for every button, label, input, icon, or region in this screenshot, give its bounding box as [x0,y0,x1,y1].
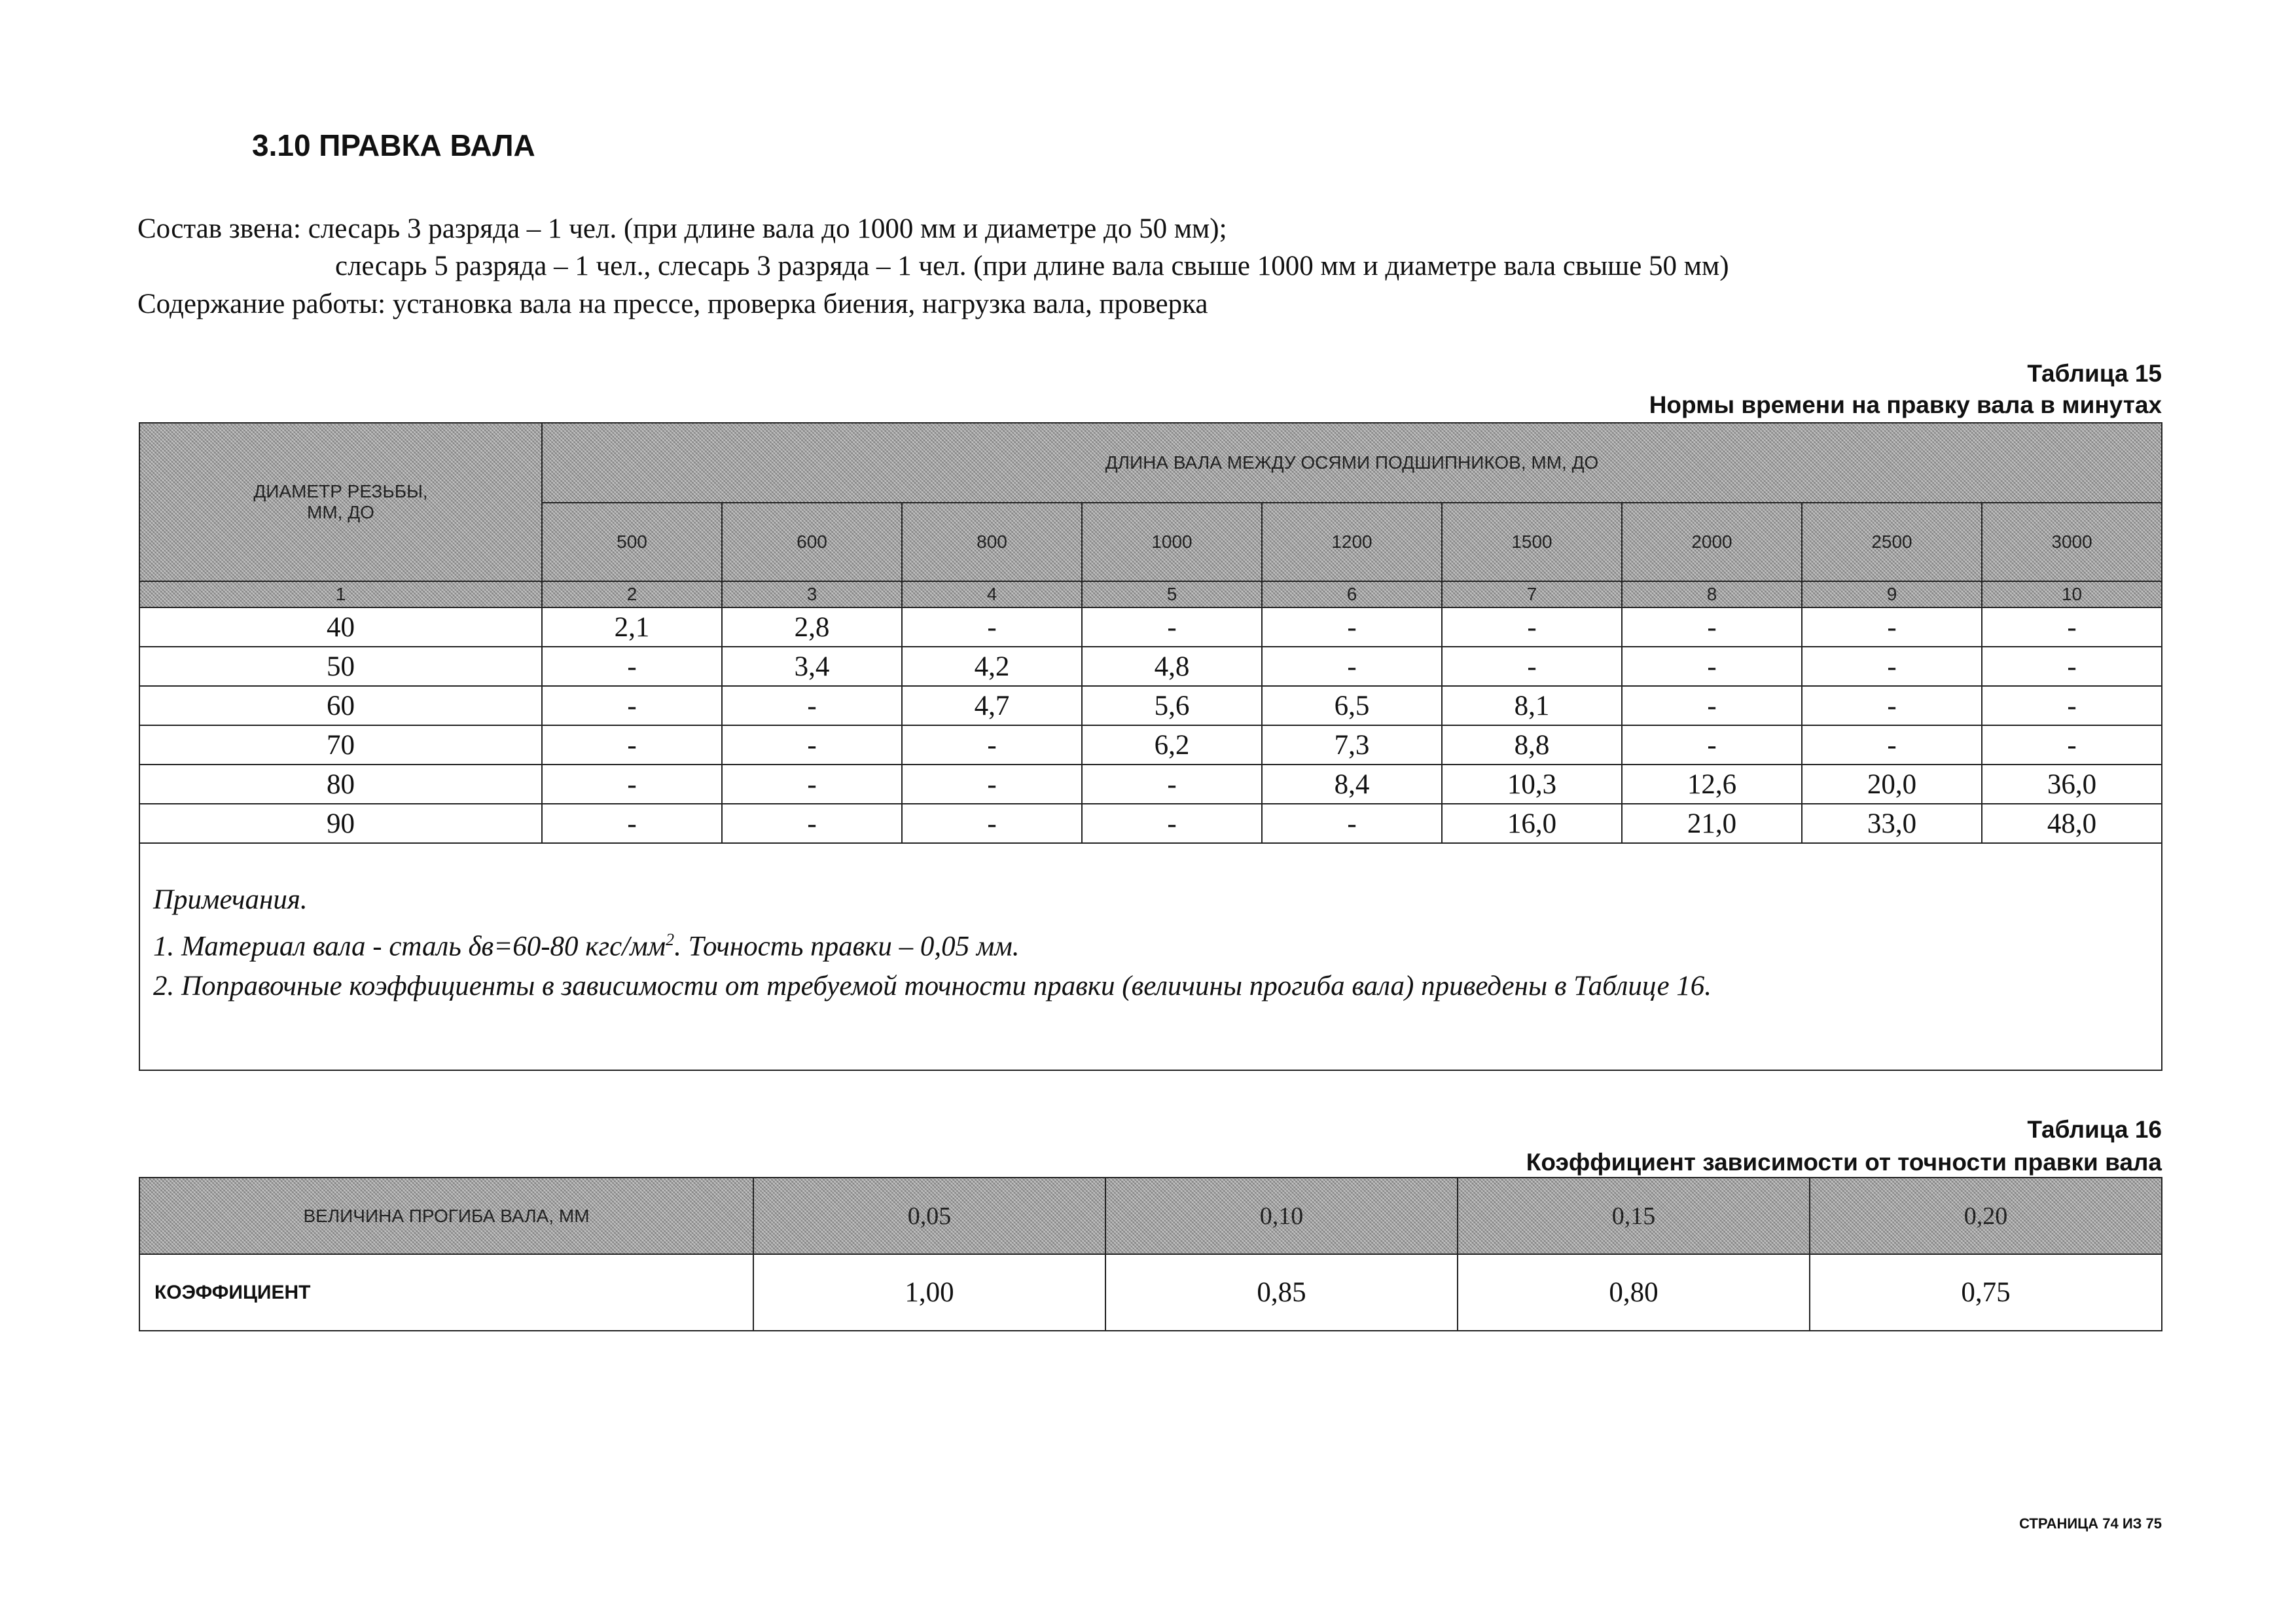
time-norm-cell: 16,0 [1442,804,1622,843]
column-number: 6 [1262,581,1442,607]
time-norm-cell: - [1802,607,1982,647]
intro-crew-line-2: слесарь 5 разряда – 1 чел., слесарь 3 разряда – 1 чел. (при длине вала свыше 1000 мм и диаметре вала свыше 50 мм) [335,251,1729,281]
column-number: 9 [1802,581,1982,607]
time-norm-cell: 2,1 [542,607,722,647]
coefficient-value: 0,75 [1810,1254,2162,1331]
table16-row-label: КОЭФФИЦИЕНТ [139,1254,753,1331]
time-norm-cell: - [1442,607,1622,647]
table16-header-row [139,1178,2162,1254]
table-row [139,686,2162,725]
table16-header-deflection: ВЕЛИЧИНА ПРОГИБА ВАЛА, ММ [139,1178,753,1254]
time-norm-cell: - [722,686,902,725]
table-row [139,725,2162,765]
time-norm-cell: - [902,725,1082,765]
table-row [139,607,2162,647]
time-norm-cell: - [1262,804,1442,843]
table15-length-header: 1200 [1262,503,1442,581]
column-number: 10 [1982,581,2162,607]
time-norm-cell: - [542,725,722,765]
time-norm-cell: - [722,765,902,804]
time-norm-cell: 6,5 [1262,686,1442,725]
time-norm-cell: - [1622,686,1802,725]
time-norm-cell: - [1082,804,1262,843]
time-norm-cell: - [1082,765,1262,804]
table15-header-diameter: ДИАМЕТР РЕЗЬБЫ, ММ, ДО [139,423,542,581]
table16-coefficient-row [139,1254,2162,1331]
diameter-cell: 70 [139,725,542,765]
intro-crew-line-1: Состав звена: слесарь 3 разряда – 1 чел. (при длине вала до 1000 мм и диаметре до 50 мм); [137,213,1227,244]
time-norm-cell: 4,8 [1082,647,1262,686]
time-norm-cell: - [1262,647,1442,686]
section-title: 3.10 ПРАВКА ВАЛА [252,128,535,162]
time-norm-cell: - [902,765,1082,804]
time-norm-cell: - [1982,647,2162,686]
time-norm-cell: 20,0 [1802,765,1982,804]
time-norm-cell: - [1262,607,1442,647]
note-2: 2. Поправочные коэффициенты в зависимости от требуемой точности правки (величины прогиба вала) приведены в Таблице 16. [153,971,1712,1002]
time-norm-cell: 8,8 [1442,725,1622,765]
page-footer: СТРАНИЦА 74 ИЗ 75 [2019,1515,2162,1532]
table15-header-length: ДЛИНА ВАЛА МЕЖДУ ОСЯМИ ПОДШИПНИКОВ, ММ, ДО [542,423,2162,503]
notes-heading: Примечания. [153,884,308,915]
time-norm-cell: - [722,725,902,765]
time-norm-cell: - [542,647,722,686]
time-norm-cell: 6,2 [1082,725,1262,765]
time-norm-cell: - [1622,725,1802,765]
time-norm-cell: - [1802,725,1982,765]
diameter-cell: 50 [139,647,542,686]
deflection-value: 0,05 [753,1178,1105,1254]
note-1 [153,920,2148,966]
table15-length-header: 1500 [1442,503,1622,581]
time-norm-cell: 3,4 [722,647,902,686]
column-number: 7 [1442,581,1622,607]
table15-notes [139,843,2162,1070]
time-norm-cell: 48,0 [1982,804,2162,843]
time-norm-cell: 10,3 [1442,765,1622,804]
diameter-cell: 60 [139,686,542,725]
diameter-cell: 40 [139,607,542,647]
time-norm-cell: 4,7 [902,686,1082,725]
column-number: 3 [722,581,902,607]
table-row [139,804,2162,843]
table15-length-header: 800 [902,503,1082,581]
table15-length-header: 500 [542,503,722,581]
time-norm-cell: - [542,804,722,843]
table-row [139,647,2162,686]
time-norm-cell: - [1082,607,1262,647]
time-norm-cell: - [1442,647,1622,686]
table15-length-header: 1000 [1082,503,1262,581]
table15-length-header: 2000 [1622,503,1802,581]
time-norm-cell: - [902,804,1082,843]
time-norm-cell: - [1622,607,1802,647]
table15-column-numbers [139,581,2162,607]
table15-label: Таблица 15 [2027,360,2162,387]
time-norm-cell: 33,0 [1802,804,1982,843]
coefficient-value: 0,80 [1458,1254,1810,1331]
table15-length-header: 600 [722,503,902,581]
time-norm-cell: - [1802,686,1982,725]
time-norm-cell: - [1622,647,1802,686]
coefficient-value: 1,00 [753,1254,1105,1331]
column-number: 2 [542,581,722,607]
time-norm-cell: 4,2 [902,647,1082,686]
time-norm-cell: - [902,607,1082,647]
column-number: 1 [139,581,542,607]
table16 [139,1177,2162,1331]
table15 [139,422,2162,1071]
note-1-text-end: . Точность правки – 0,05 мм. [674,931,1020,962]
table16-label: Таблица 16 [2027,1116,2162,1143]
time-norm-cell: 12,6 [1622,765,1802,804]
time-norm-cell: - [1802,647,1982,686]
time-norm-cell: - [1982,607,2162,647]
time-norm-cell: - [542,765,722,804]
time-norm-cell: 36,0 [1982,765,2162,804]
time-norm-cell: 21,0 [1622,804,1802,843]
column-number: 5 [1082,581,1262,607]
table16-title: Коэффициент зависимости от точности правки вала [1526,1149,2162,1176]
diameter-cell: 90 [139,804,542,843]
time-norm-cell: - [542,686,722,725]
time-norm-cell: 8,4 [1262,765,1442,804]
deflection-value: 0,15 [1458,1178,1810,1254]
deflection-value: 0,10 [1105,1178,1458,1254]
intro-work-content: Содержание работы: установка вала на прессе, проверка биения, нагрузка вала, проверка [137,289,1208,319]
note-1-superscript: 2 [666,930,675,949]
column-number: 4 [902,581,1082,607]
deflection-value: 0,20 [1810,1178,2162,1254]
time-norm-cell: - [1982,686,2162,725]
coefficient-value: 0,85 [1105,1254,1458,1331]
time-norm-cell: 8,1 [1442,686,1622,725]
column-number: 8 [1622,581,1802,607]
table15-length-header: 3000 [1982,503,2162,581]
table-row [139,765,2162,804]
table15-title: Нормы времени на правку вала в минутах [1649,391,2162,418]
time-norm-cell: 7,3 [1262,725,1442,765]
note-1-text: 1. Материал вала - сталь δв=60-80 кгс/мм [153,931,666,962]
table15-length-header: 2500 [1802,503,1982,581]
diameter-cell: 80 [139,765,542,804]
time-norm-cell: - [1982,725,2162,765]
time-norm-cell: 5,6 [1082,686,1262,725]
time-norm-cell: - [722,804,902,843]
time-norm-cell: 2,8 [722,607,902,647]
